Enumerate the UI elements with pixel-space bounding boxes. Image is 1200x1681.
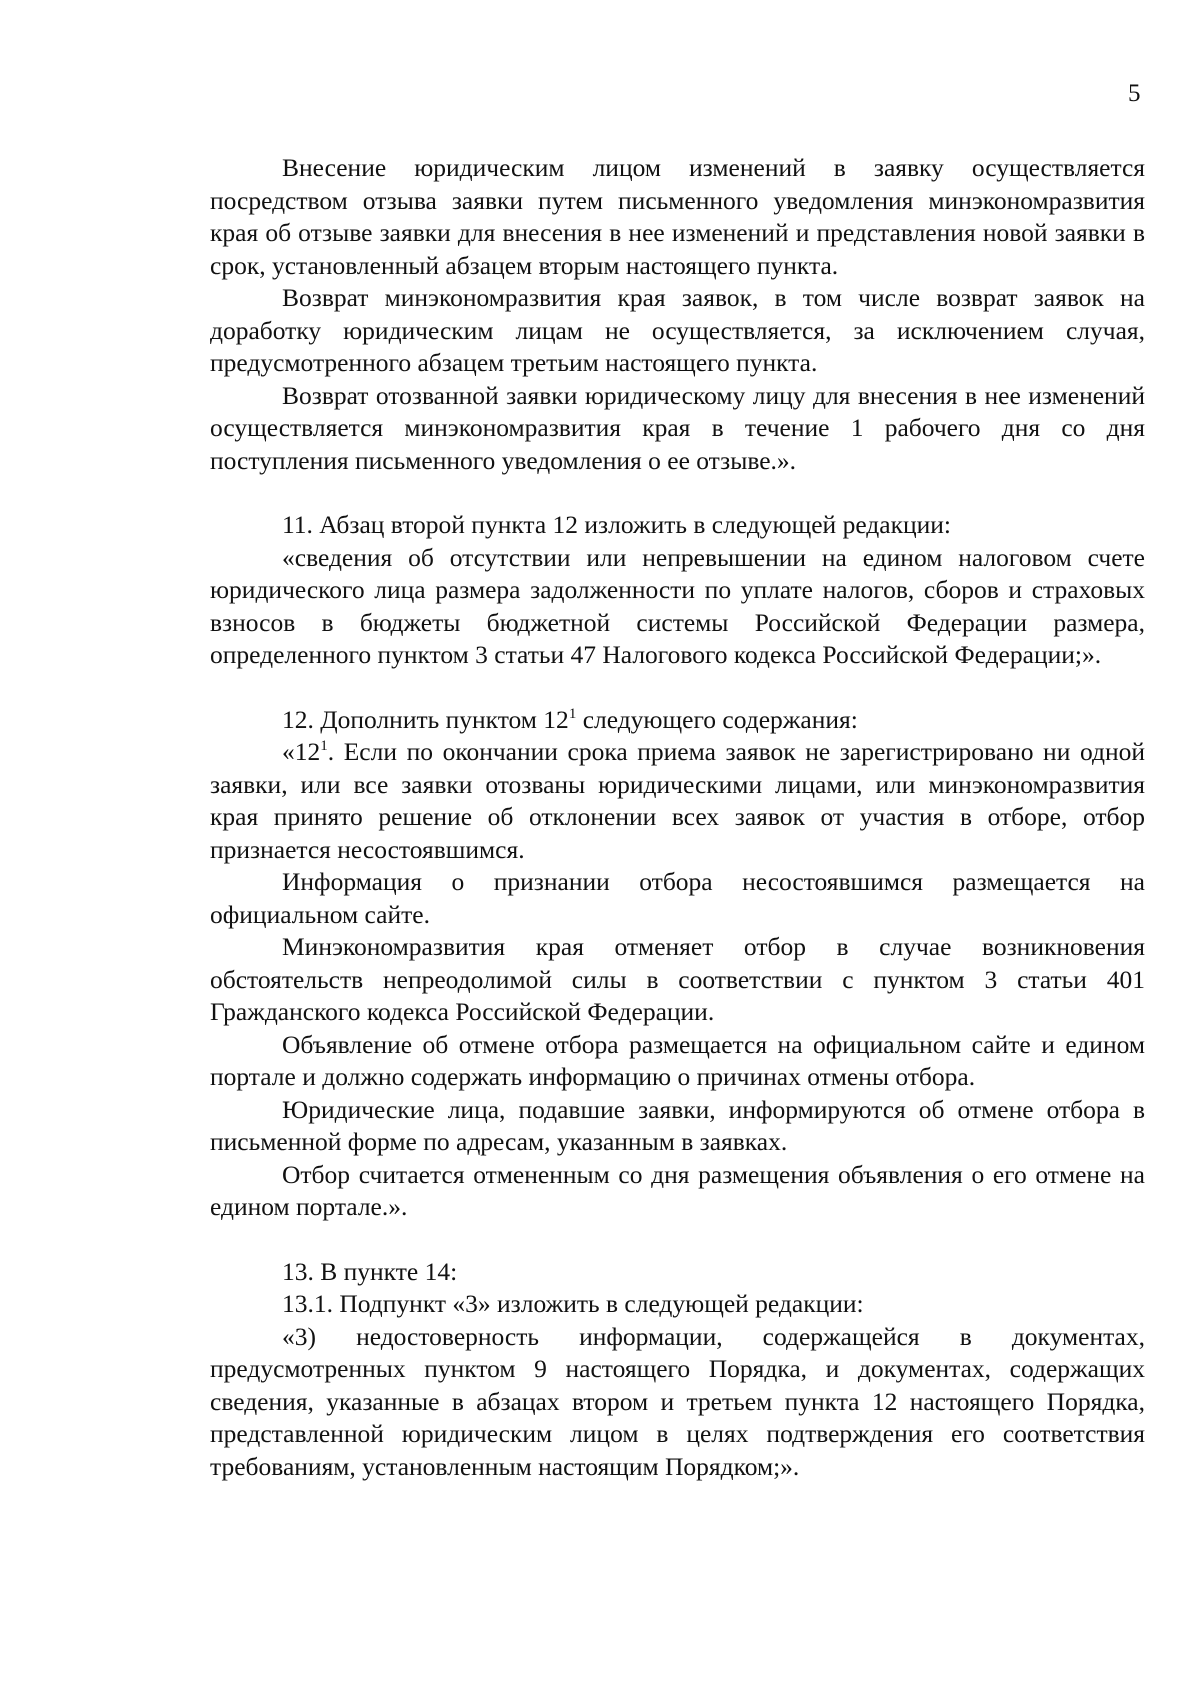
paragraph-item-13-1: 13.1. Подпункт «3» изложить в следующей редакции: xyxy=(282,1289,864,1318)
paragraph-cancel-effective: Отбор считается отмененным со дня размещения объявления о его отмене на едином портале.». xyxy=(210,1159,1145,1221)
paragraph-return-applications: Возврат минэкономразвития края заявок, в том числе возврат заявок на доработку юридическим лицам не осуществляется, за исключением случая, предусмотренного абзацем третьим настоящего пункта. xyxy=(210,283,1145,377)
superscript: 1 xyxy=(568,705,577,722)
paragraph-subitem-3: «3) недостоверность информации, содержащейся в документах, предусмотренных пунктом 9 настоящего Порядка, и документах, содержащих сведения, указанные в абзацах втором и третьем пункта 12 настоящего Порядка, представленной юридическим лицом в целях подтверждения его соответствия требованиям, установленным настоящим Порядком;». xyxy=(210,1321,1145,1481)
paragraph-tax-debt: «сведения об отсутствии или непревышении на едином налоговом счете юридического лица размера задолженности по уплате налогов, сборов и страховых взносов в бюджеты бюджетной системы Российской Федерации размера, определенного пунктом 3 статьи 47 Налогового кодекса Российской Федерации;». xyxy=(210,542,1145,669)
document-body xyxy=(210,152,1145,1483)
paragraph-item-11: 11. Абзац второй пункта 12 изложить в следующей редакции: xyxy=(282,510,952,539)
paragraph-notify-applicants: Юридические лица, подавшие заявки, информируются об отмене отбора в письменной форме по адресам, указанным в заявках. xyxy=(210,1094,1145,1156)
paragraph-force-majeure: Минэкономразвития края отменяет отбор в случае возникновения обстоятельств непреодолимой силы в соответствии с пунктом 3 статьи 401 Гражданского кодекса Российской Федерации. xyxy=(210,932,1145,1026)
superscript: 1 xyxy=(320,738,328,754)
text-part: следующего содержания: xyxy=(576,704,858,734)
paragraph-return-withdrawn: Возврат отозванной заявки юридическому лицу для внесения в нее изменений осуществляется минэкономразвития края в течение 1 рабочего дня со дня поступления письменного уведомления о ее отзыве.». xyxy=(210,380,1145,475)
paragraph-amendment-procedure: Внесение юридическим лицом изменений в заявку осуществляется посредством отзыва заявки путем письменного уведомления минэкономразвития края об отзыве заявки для внесения в нее изменений и представления новой заявки в срок, установленный абзацем вторым настоящего пункта. xyxy=(210,153,1145,280)
paragraph-item-12 xyxy=(210,704,1145,737)
text-part: «12 xyxy=(282,737,321,766)
paragraph-failed-selection-info: Информация о признании отбора несостоявшимся размещается на официальном сайте. xyxy=(210,867,1145,929)
text-part: . Если по окончании срока приема заявок не зарегистрировано ни одной заявки, или все заявки отозваны юридическими лицами, или минэкономразвития края принято решение об отклонении всех заявок от участия в отборе, отбор признается несостоявшимся. xyxy=(210,737,1145,864)
paragraph-cancel-announcement: Объявление об отмене отбора размещается на официальном сайте и едином портале и должно содержать информацию о причинах отмены отбора. xyxy=(210,1029,1145,1091)
paragraph-item-12-1 xyxy=(210,736,1145,866)
paragraph-item-13: 13. В пункте 14: xyxy=(282,1256,458,1286)
page-number: 5 xyxy=(1128,80,1141,107)
text-part: 12. Дополнить пунктом 12 xyxy=(282,704,569,734)
